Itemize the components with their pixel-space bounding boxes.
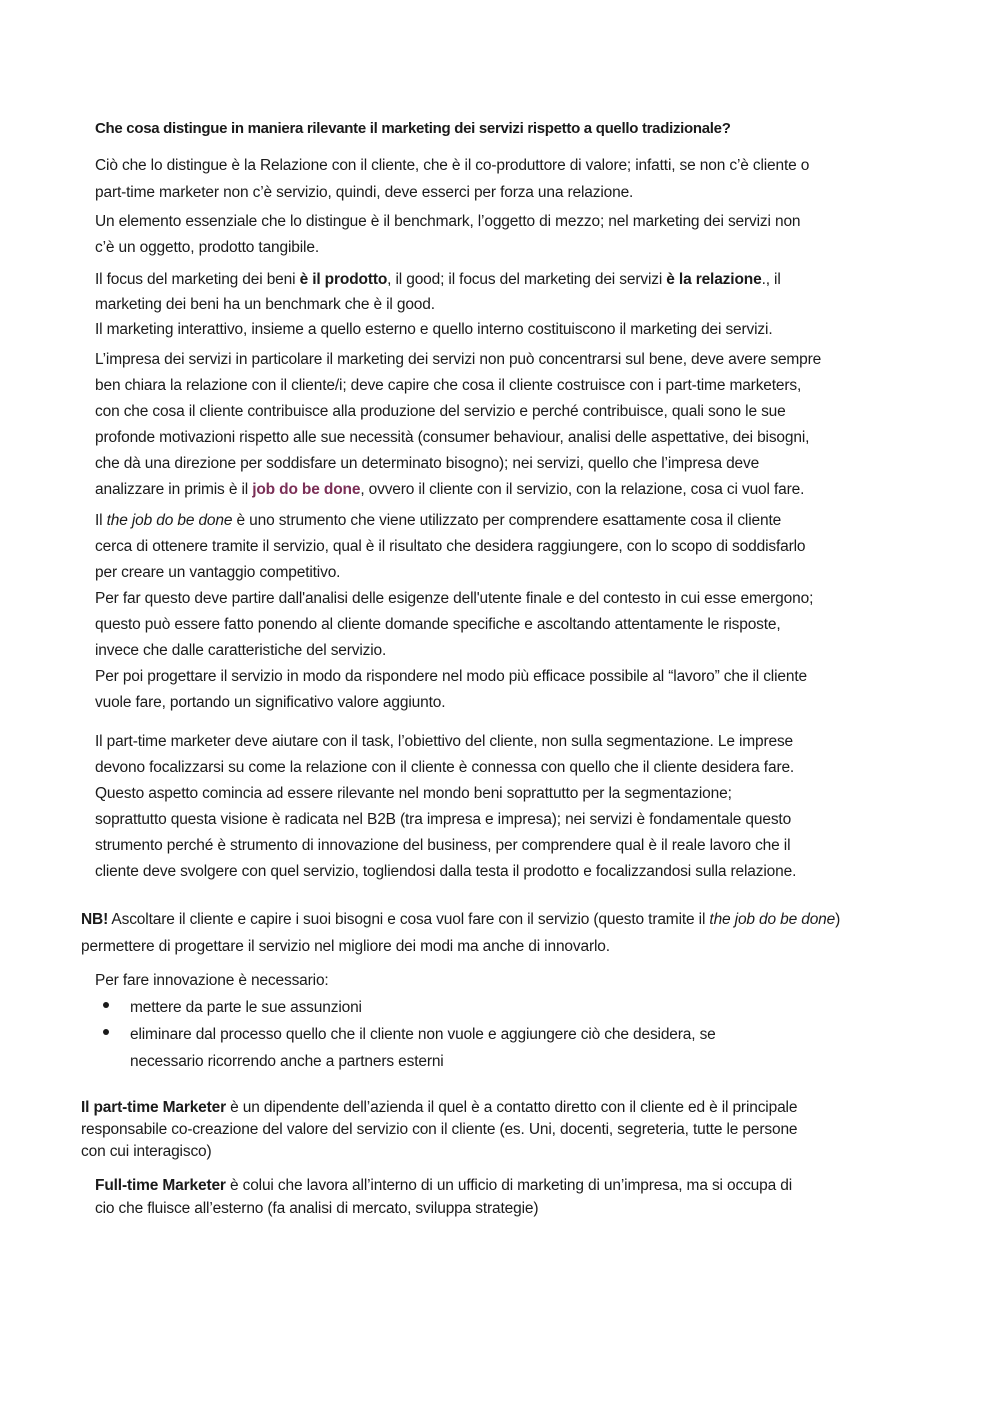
paragraph-line: Il part-time marketer deve aiutare con il task, l’obiettivo del cliente, non sulla segmentazione. Le imprese (95, 733, 794, 750)
paragraph-line: devono focalizzarsi su come la relazione con il cliente è connessa con quello che il cliente desidera fare. (95, 759, 795, 776)
paragraph-line: part-time marketer non c’è servizio, quindi, deve esserci per forza una relazione. (95, 184, 634, 201)
list-item-text: mettere da parte le sue assunzioni (130, 999, 362, 1016)
text-run: è uno strumento che viene utilizzato per comprendere esattamente cosa il cliente (232, 512, 782, 529)
italic-run: the job do be done (106, 512, 233, 529)
paragraph-line: Per poi progettare il servizio in modo da rispondere nel modo più efficace possibile al “lavoro” che il cliente (95, 668, 807, 685)
paragraph-line: che dà una direzione per soddisfare un determinato bisogno); nei servizi, quello che l’impresa deve (95, 455, 760, 472)
list-item-text: eliminare dal processo quello che il cliente non vuole e aggiungere ciò che desidera, se (130, 1026, 716, 1043)
text-run: ) (835, 911, 841, 928)
innovation-intro: Per fare innovazione è necessario: (95, 972, 329, 989)
paragraph-line: Il marketing interattivo, insieme a quello esterno e quello interno costituiscono il marketing dei servizi. (95, 321, 773, 338)
bold-run: è la relazione (666, 271, 762, 288)
paragraph-benchmark (95, 209, 800, 261)
text-run: Il (95, 512, 107, 529)
list-item (95, 1021, 716, 1075)
paragraph-line: ben chiara la relazione con il cliente/i; deve capire che cosa il cliente costruisce con i part-time marketers, (95, 377, 802, 394)
definition-full-time-marketer (95, 1174, 792, 1220)
text-run: , il good; il focus del marketing dei servizi (387, 271, 667, 288)
nb-note (81, 906, 840, 960)
italic-run: the job do be done (709, 911, 836, 928)
paragraph-part-time-task (95, 729, 796, 885)
paragraph-line: cliente deve svolgere con quel servizio, togliendosi dalla testa il prodotto e focalizzandosi sulla relazione. (95, 863, 797, 880)
question-text: Che cosa distingue in maniera rilevante il marketing dei servizi rispetto a quello tradizionale? (95, 120, 731, 137)
paragraph-line: responsabile co-creazione del valore del servizio con il cliente (es. Uni, docenti, segreteria, tutte le persone (81, 1121, 798, 1138)
definition-part-time-marketer (81, 1097, 797, 1163)
paragraph-line (95, 267, 781, 292)
paragraph-line: L’impresa dei servizi in particolare il marketing dei servizi non può concentrarsi sul bene, deve avere sempre (95, 351, 822, 368)
text-run: analizzare in primis è il (95, 481, 253, 498)
paragraph-job-to-be-done (95, 508, 813, 716)
text-run: ., il (761, 271, 781, 288)
paragraph-line (81, 906, 840, 933)
paragraph-line: strumento perché è strumento di innovazione del business, per comprendere qual è il reale lavoro che il (95, 837, 791, 854)
paragraph-line: c’è un oggetto, prodotto tangibile. (95, 239, 319, 256)
paragraph-line: con cui interagisco) (81, 1143, 212, 1160)
paragraph-line: marketing dei beni ha un benchmark che è il good. (95, 296, 435, 313)
text-run: è colui che lavora all’interno di un ufficio di marketing di un’impresa, ma si occupa di (225, 1177, 793, 1194)
innovation-list (95, 994, 716, 1075)
paragraph-line: vuole fare, portando un significativo valore aggiunto. (95, 694, 446, 711)
paragraph-line: soprattutto questa visione è radicata nel B2B (tra impresa e impresa); nei servizi è fondamentale questo (95, 811, 792, 828)
paragraph-line: con che cosa il cliente contribuisce alla produzione del servizio e perché contribuisce, quali sono le sue (95, 403, 786, 420)
bullet-icon (103, 1029, 109, 1035)
paragraph-line (81, 1097, 797, 1119)
job-to-be-done-highlight: job do be done (252, 481, 361, 498)
paragraph-line: per creare un vantaggio competitivo. (95, 564, 341, 581)
paragraph-line: permettere di progettare il servizio nel migliore dei modi ma anche di innovarlo. (81, 938, 610, 955)
paragraph-line: invece che dalle caratteristiche del servizio. (95, 642, 387, 659)
list-item-text: necessario ricorrendo anche a partners esterni (130, 1053, 444, 1070)
nb-label: NB! (81, 911, 109, 928)
term-label: Il part-time Marketer (81, 1099, 227, 1116)
text-run: è un dipendente dell’azienda il quel è a contatto diretto con il cliente ed è il principale (226, 1099, 798, 1116)
question-heading (95, 120, 731, 137)
paragraph-line: Un elemento essenziale che lo distingue è il benchmark, l’oggetto di mezzo; nel marketing dei servizi non (95, 213, 801, 230)
text-run: Il focus del marketing dei beni (95, 271, 300, 288)
paragraph-line: profonde motivazioni rispetto alle sue necessità (consumer behaviour, analisi delle aspettative, dei bisogni, (95, 429, 810, 446)
paragraph-line: cio che fluisce all’esterno (fa analisi di mercato, sviluppa strategie) (95, 1200, 539, 1217)
text-run: Ascoltare il cliente e capire i suoi bisogni e cosa vuol fare con il servizio (questo tramite il (108, 911, 710, 928)
paragraph-relazione (95, 152, 809, 206)
paragraph-line (95, 508, 813, 534)
paragraph-line: Ciò che lo distingue è la Relazione con il cliente, che è il co-produttore di valore; infatti, se non c’è cliente o (95, 157, 810, 174)
paragraph-impresa-servizi (95, 347, 821, 503)
paragraph-line (95, 477, 821, 503)
bold-run: è il prodotto (299, 271, 388, 288)
paragraph-line: questo può essere fatto ponendo al cliente domande specifiche e ascoltando attentamente le risposte, (95, 616, 781, 633)
paragraph-line: Per far questo deve partire dall'analisi delle esigenze dell'utente finale e del contesto in cui esse emergono; (95, 590, 814, 607)
list-item (95, 994, 716, 1021)
text-run: , ovvero il cliente con il servizio, con la relazione, cosa ci vuol fare. (360, 481, 805, 498)
innovation-section (95, 967, 716, 1075)
paragraph-line: cerca di ottenere tramite il servizio, qual è il risultato che desidera raggiungere, con lo scopo di soddisfarlo (95, 538, 806, 555)
paragraph-line: Questo aspetto comincia ad essere rilevante nel mondo beni soprattutto per la segmentazione; (95, 785, 732, 802)
paragraph-focus (95, 267, 781, 342)
term-label: Full-time Marketer (95, 1177, 226, 1194)
bullet-icon (103, 1002, 109, 1008)
paragraph-line (95, 1174, 792, 1197)
